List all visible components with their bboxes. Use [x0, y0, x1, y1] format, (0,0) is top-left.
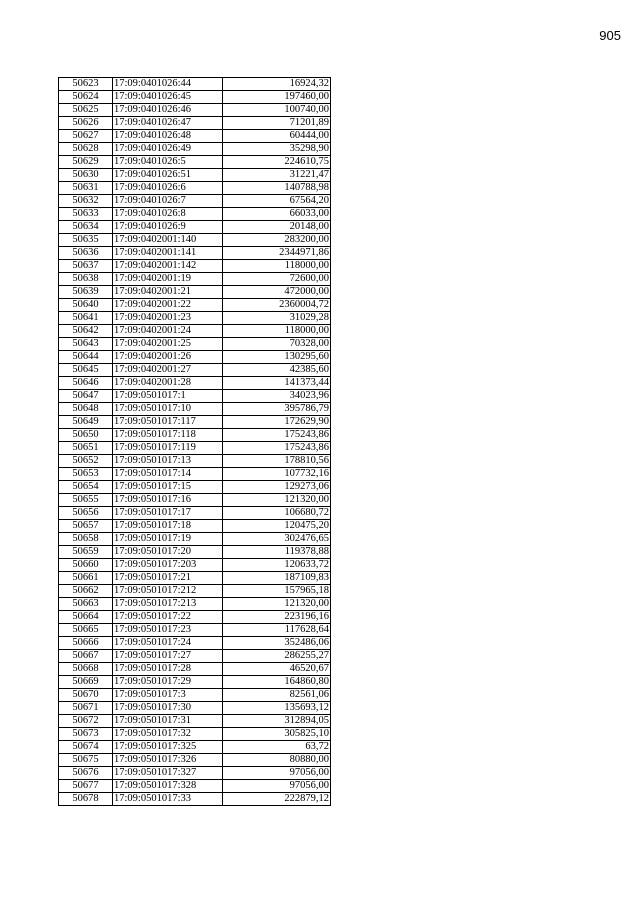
- row-number-cell: 50656: [59, 507, 113, 520]
- row-number-cell: 50633: [59, 208, 113, 221]
- cadastral-number-cell: 17:09:0401026:51: [113, 169, 223, 182]
- value-cell: 82561,06: [223, 689, 331, 702]
- row-number-cell: 50627: [59, 130, 113, 143]
- value-cell: 130295,60: [223, 351, 331, 364]
- row-number-cell: 50668: [59, 663, 113, 676]
- row-number-cell: 50663: [59, 598, 113, 611]
- value-cell: 140788,98: [223, 182, 331, 195]
- table-row: [59, 676, 331, 689]
- value-cell: 472000,00: [223, 286, 331, 299]
- row-number-cell: 50643: [59, 338, 113, 351]
- table-row: [59, 312, 331, 325]
- value-cell: 72600,00: [223, 273, 331, 286]
- table-row: [59, 611, 331, 624]
- table-row: [59, 728, 331, 741]
- cadastral-number-cell: 17:09:0501017:118: [113, 429, 223, 442]
- value-cell: 42385,60: [223, 364, 331, 377]
- cadastral-number-cell: 17:09:0501017:32: [113, 728, 223, 741]
- value-cell: 118000,00: [223, 325, 331, 338]
- cadastral-number-cell: 17:09:0402001:22: [113, 299, 223, 312]
- table-row: [59, 624, 331, 637]
- row-number-cell: 50677: [59, 780, 113, 793]
- table-row: [59, 650, 331, 663]
- value-cell: 121320,00: [223, 494, 331, 507]
- value-cell: 97056,00: [223, 767, 331, 780]
- cadastral-number-cell: 17:09:0402001:26: [113, 351, 223, 364]
- value-cell: 2344971,86: [223, 247, 331, 260]
- table-row: [59, 247, 331, 260]
- row-number-cell: 50632: [59, 195, 113, 208]
- cadastral-number-cell: 17:09:0501017:21: [113, 572, 223, 585]
- row-number-cell: 50657: [59, 520, 113, 533]
- cadastral-number-cell: 17:09:0501017:117: [113, 416, 223, 429]
- table-row: [59, 468, 331, 481]
- cadastral-number-cell: 17:09:0501017:326: [113, 754, 223, 767]
- cadastral-number-cell: 17:09:0501017:22: [113, 611, 223, 624]
- cadastral-number-cell: 17:09:0501017:28: [113, 663, 223, 676]
- value-cell: 2360004,72: [223, 299, 331, 312]
- cadastral-number-cell: 17:09:0402001:23: [113, 312, 223, 325]
- value-cell: 80880,00: [223, 754, 331, 767]
- value-cell: 395786,79: [223, 403, 331, 416]
- row-number-cell: 50645: [59, 364, 113, 377]
- row-number-cell: 50646: [59, 377, 113, 390]
- value-cell: 119378,88: [223, 546, 331, 559]
- table-row: [59, 416, 331, 429]
- cadastral-number-cell: 17:09:0402001:24: [113, 325, 223, 338]
- table-row: [59, 767, 331, 780]
- table-row: [59, 325, 331, 338]
- value-cell: 172629,90: [223, 416, 331, 429]
- row-number-cell: 50628: [59, 143, 113, 156]
- row-number-cell: 50676: [59, 767, 113, 780]
- cadastral-number-cell: 17:09:0501017:327: [113, 767, 223, 780]
- value-cell: 175243,86: [223, 442, 331, 455]
- row-number-cell: 50678: [59, 793, 113, 806]
- cadastral-number-cell: 17:09:0501017:23: [113, 624, 223, 637]
- table-row: [59, 208, 331, 221]
- row-number-cell: 50669: [59, 676, 113, 689]
- value-cell: 305825,10: [223, 728, 331, 741]
- table-row: [59, 91, 331, 104]
- row-number-cell: 50672: [59, 715, 113, 728]
- cadastral-number-cell: 17:09:0402001:142: [113, 260, 223, 273]
- table-row: [59, 715, 331, 728]
- table-row: [59, 78, 331, 91]
- value-cell: 107732,16: [223, 468, 331, 481]
- value-cell: 16924,32: [223, 78, 331, 91]
- table-row: [59, 637, 331, 650]
- cadastral-number-cell: 17:09:0401026:49: [113, 143, 223, 156]
- value-cell: 97056,00: [223, 780, 331, 793]
- table-row: [59, 546, 331, 559]
- table-row: [59, 143, 331, 156]
- table-row: [59, 507, 331, 520]
- table-row: [59, 364, 331, 377]
- cadastral-number-cell: 17:09:0401026:6: [113, 182, 223, 195]
- value-cell: 67564,20: [223, 195, 331, 208]
- value-cell: 117628,64: [223, 624, 331, 637]
- cadastral-number-cell: 17:09:0501017:17: [113, 507, 223, 520]
- row-number-cell: 50664: [59, 611, 113, 624]
- table-row: [59, 754, 331, 767]
- value-cell: 35298,90: [223, 143, 331, 156]
- cadastral-number-cell: 17:09:0501017:24: [113, 637, 223, 650]
- cadastral-number-cell: 17:09:0501017:212: [113, 585, 223, 598]
- table-row: [59, 585, 331, 598]
- row-number-cell: 50639: [59, 286, 113, 299]
- value-cell: 302476,65: [223, 533, 331, 546]
- row-number-cell: 50665: [59, 624, 113, 637]
- table-row: [59, 793, 331, 806]
- table-row: [59, 351, 331, 364]
- row-number-cell: 50653: [59, 468, 113, 481]
- cadastral-number-cell: 17:09:0501017:15: [113, 481, 223, 494]
- table-row: [59, 455, 331, 468]
- row-number-cell: 50655: [59, 494, 113, 507]
- value-cell: 164860,80: [223, 676, 331, 689]
- row-number-cell: 50630: [59, 169, 113, 182]
- value-cell: 71201,89: [223, 117, 331, 130]
- row-number-cell: 50641: [59, 312, 113, 325]
- cadastral-number-cell: 17:09:0501017:20: [113, 546, 223, 559]
- value-cell: 135693,12: [223, 702, 331, 715]
- cadastral-number-cell: 17:09:0401026:47: [113, 117, 223, 130]
- cadastral-number-cell: 17:09:0402001:27: [113, 364, 223, 377]
- value-cell: 118000,00: [223, 260, 331, 273]
- table-row: [59, 442, 331, 455]
- page-number: 905: [599, 28, 621, 43]
- row-number-cell: 50652: [59, 455, 113, 468]
- value-cell: 31029,28: [223, 312, 331, 325]
- value-cell: 100740,00: [223, 104, 331, 117]
- cadastral-number-cell: 17:09:0402001:25: [113, 338, 223, 351]
- value-cell: 121320,00: [223, 598, 331, 611]
- table-row: [59, 195, 331, 208]
- row-number-cell: 50629: [59, 156, 113, 169]
- table-row: [59, 286, 331, 299]
- value-cell: 187109,83: [223, 572, 331, 585]
- cadastral-number-cell: 17:09:0501017:30: [113, 702, 223, 715]
- row-number-cell: 50673: [59, 728, 113, 741]
- value-cell: 31221,47: [223, 169, 331, 182]
- value-cell: 283200,00: [223, 234, 331, 247]
- row-number-cell: 50667: [59, 650, 113, 663]
- table-row: [59, 260, 331, 273]
- table-body: [59, 78, 331, 806]
- table-row: [59, 234, 331, 247]
- row-number-cell: 50671: [59, 702, 113, 715]
- value-cell: 63,72: [223, 741, 331, 754]
- table-row: [59, 156, 331, 169]
- table-row: [59, 780, 331, 793]
- value-cell: 20148,00: [223, 221, 331, 234]
- table-row: [59, 390, 331, 403]
- table-row: [59, 741, 331, 754]
- cadastral-number-cell: 17:09:0401026:9: [113, 221, 223, 234]
- cadastral-number-cell: 17:09:0501017:18: [113, 520, 223, 533]
- row-number-cell: 50649: [59, 416, 113, 429]
- row-number-cell: 50644: [59, 351, 113, 364]
- value-cell: 222879,12: [223, 793, 331, 806]
- row-number-cell: 50659: [59, 546, 113, 559]
- row-number-cell: 50636: [59, 247, 113, 260]
- cadastral-number-cell: 17:09:0401026:7: [113, 195, 223, 208]
- cadastral-number-cell: 17:09:0402001:28: [113, 377, 223, 390]
- cadastral-number-cell: 17:09:0401026:8: [113, 208, 223, 221]
- table-row: [59, 598, 331, 611]
- cadastral-number-cell: 17:09:0501017:328: [113, 780, 223, 793]
- cadastral-number-cell: 17:09:0501017:1: [113, 390, 223, 403]
- table-row: [59, 130, 331, 143]
- cadastral-number-cell: 17:09:0501017:203: [113, 559, 223, 572]
- table-row: [59, 273, 331, 286]
- value-cell: 286255,27: [223, 650, 331, 663]
- value-cell: 197460,00: [223, 91, 331, 104]
- table-row: [59, 429, 331, 442]
- row-number-cell: 50637: [59, 260, 113, 273]
- row-number-cell: 50642: [59, 325, 113, 338]
- table-row: [59, 299, 331, 312]
- cadastral-number-cell: 17:09:0501017:13: [113, 455, 223, 468]
- row-number-cell: 50647: [59, 390, 113, 403]
- row-number-cell: 50658: [59, 533, 113, 546]
- table-row: [59, 663, 331, 676]
- value-cell: 175243,86: [223, 429, 331, 442]
- value-cell: 70328,00: [223, 338, 331, 351]
- cadastral-number-cell: 17:09:0501017:119: [113, 442, 223, 455]
- table-row: [59, 403, 331, 416]
- row-number-cell: 50651: [59, 442, 113, 455]
- row-number-cell: 50634: [59, 221, 113, 234]
- cadastral-number-cell: 17:09:0501017:33: [113, 793, 223, 806]
- cadastral-number-cell: 17:09:0401026:45: [113, 91, 223, 104]
- row-number-cell: 50638: [59, 273, 113, 286]
- value-cell: 120475,20: [223, 520, 331, 533]
- table-row: [59, 689, 331, 702]
- row-number-cell: 50625: [59, 104, 113, 117]
- value-cell: 46520,67: [223, 663, 331, 676]
- table-row: [59, 572, 331, 585]
- value-cell: 312894,05: [223, 715, 331, 728]
- cadastral-number-cell: 17:09:0501017:213: [113, 598, 223, 611]
- cadastral-number-cell: 17:09:0401026:5: [113, 156, 223, 169]
- row-number-cell: 50623: [59, 78, 113, 91]
- row-number-cell: 50631: [59, 182, 113, 195]
- value-cell: 66033,00: [223, 208, 331, 221]
- table-row: [59, 533, 331, 546]
- value-cell: 223196,16: [223, 611, 331, 624]
- cadastral-number-cell: 17:09:0501017:10: [113, 403, 223, 416]
- cadastral-number-cell: 17:09:0401026:48: [113, 130, 223, 143]
- row-number-cell: 50654: [59, 481, 113, 494]
- row-number-cell: 50662: [59, 585, 113, 598]
- table-row: [59, 520, 331, 533]
- table-row: [59, 104, 331, 117]
- cadastral-number-cell: 17:09:0501017:19: [113, 533, 223, 546]
- table-row: [59, 494, 331, 507]
- cadastral-number-cell: 17:09:0501017:29: [113, 676, 223, 689]
- row-number-cell: 50626: [59, 117, 113, 130]
- table-row: [59, 338, 331, 351]
- row-number-cell: 50675: [59, 754, 113, 767]
- table-row: [59, 169, 331, 182]
- row-number-cell: 50640: [59, 299, 113, 312]
- cadastral-number-cell: 17:09:0401026:44: [113, 78, 223, 91]
- cadastral-number-cell: 17:09:0402001:19: [113, 273, 223, 286]
- cadastral-value-table: [58, 77, 331, 806]
- row-number-cell: 50660: [59, 559, 113, 572]
- table-row: [59, 117, 331, 130]
- value-cell: 34023,96: [223, 390, 331, 403]
- value-cell: 106680,72: [223, 507, 331, 520]
- cadastral-number-cell: 17:09:0501017:27: [113, 650, 223, 663]
- row-number-cell: 50670: [59, 689, 113, 702]
- value-cell: 141373,44: [223, 377, 331, 390]
- table-row: [59, 221, 331, 234]
- table-row: [59, 702, 331, 715]
- row-number-cell: 50624: [59, 91, 113, 104]
- cadastral-number-cell: 17:09:0402001:141: [113, 247, 223, 260]
- table-row: [59, 377, 331, 390]
- value-cell: 60444,00: [223, 130, 331, 143]
- cadastral-number-cell: 17:09:0501017:3: [113, 689, 223, 702]
- row-number-cell: 50666: [59, 637, 113, 650]
- value-cell: 224610,75: [223, 156, 331, 169]
- row-number-cell: 50635: [59, 234, 113, 247]
- cadastral-number-cell: 17:09:0402001:140: [113, 234, 223, 247]
- cadastral-number-cell: 17:09:0501017:16: [113, 494, 223, 507]
- value-cell: 352486,06: [223, 637, 331, 650]
- row-number-cell: 50650: [59, 429, 113, 442]
- cadastral-number-cell: 17:09:0501017:14: [113, 468, 223, 481]
- table-row: [59, 182, 331, 195]
- value-cell: 129273,06: [223, 481, 331, 494]
- row-number-cell: 50648: [59, 403, 113, 416]
- value-cell: 120633,72: [223, 559, 331, 572]
- value-cell: 178810,56: [223, 455, 331, 468]
- table-row: [59, 559, 331, 572]
- table-row: [59, 481, 331, 494]
- row-number-cell: 50674: [59, 741, 113, 754]
- cadastral-number-cell: 17:09:0501017:31: [113, 715, 223, 728]
- cadastral-number-cell: 17:09:0501017:325: [113, 741, 223, 754]
- cadastral-number-cell: 17:09:0402001:21: [113, 286, 223, 299]
- cadastral-number-cell: 17:09:0401026:46: [113, 104, 223, 117]
- value-cell: 157965,18: [223, 585, 331, 598]
- row-number-cell: 50661: [59, 572, 113, 585]
